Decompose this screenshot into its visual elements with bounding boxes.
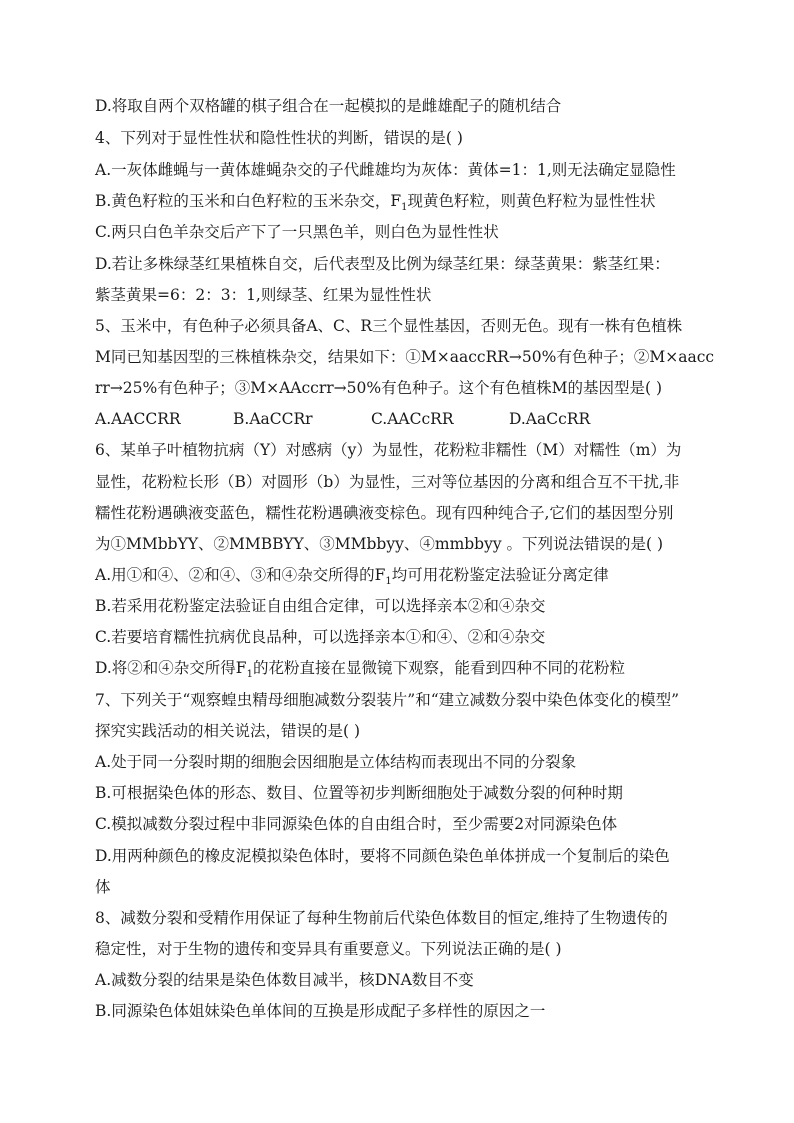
text-line: D.将取自两个双格罐的棋子组合在一起模拟的是雌雄配子的随机结合 [95, 97, 562, 115]
option-line: D.将②和④杂交所得$F_1$的花粉直接在显微镜下观察，能看到四种不同的花粉粒 [95, 659, 625, 681]
option-line: B.同源染色体姐妹染色单体间的互换是形成配子多样性的原因之一 [95, 1002, 546, 1020]
question-6-stem: 6、某单子叶植物抗病（Y）对感病（y）为显性，花粉粒非糯性（M）对糯性（m）为 [95, 441, 682, 459]
option-line: C.若要培育糯性抗病优良品种，可以选择亲本①和④、②和④杂交 [95, 628, 546, 646]
text-line: 稳定性，对于生物的遗传和变异具有重要意义。下列说法正确的是( ) [95, 940, 562, 958]
option-line: A.一灰体雌蝇与一黄体雄蝇杂交的子代雌雄均为灰体：黄体=1：1,则无法确定显隐性 [95, 161, 676, 179]
option-line: A.减数分裂的结果是染色体数目减半，核DNA数目不变 [95, 971, 474, 989]
text-line: 糯性花粉遇碘液变蓝色，糯性花粉遇碘液变棕色。现有四种纯合子,它们的基因型分别 [95, 504, 674, 522]
option-c: C.AACcRR [371, 410, 454, 428]
text-line: 为①MMbbYY、②MMBBYY、③MMbbyy、④mmbbyy 。下列说法错误的是( ) [95, 535, 664, 553]
question-8-stem: 8、减数分裂和受精作用保证了每种生物前后代染色体数目的恒定,维持了生物遗传的 [95, 909, 668, 927]
question-4-stem: 4、下列对于显性性状和隐性性状的判断，错误的是( ) [95, 129, 463, 147]
text-line: 探究实践活动的相关说法，错误的是( ) [95, 722, 361, 740]
question-7-stem: 7、下列关于“观察蝗虫精母细胞减数分裂装片”和“建立减数分裂中染色体变化的模型” [95, 691, 680, 709]
option-line: C.模拟减数分裂过程中非同源染色体的自由组合时，至少需要2对同源染色体 [95, 815, 618, 833]
text-line: M同已知基因型的三株植株杂交，结果如下：①M×aaccRR→50%有色种子；②M×aacc [95, 348, 715, 366]
option-line: A.用①和④、②和④、③和④杂交所得的$F_1$均可用花粉鉴定法验证分离定律 [95, 566, 609, 588]
question-5-stem: 5、玉米中，有色种子必须具备A、C、R三个显性基因，否则无色。现有一株有色植株 [95, 317, 683, 335]
option-line: B.若采用花粉鉴定法验证自由组合定律，可以选择亲本②和④杂交 [95, 597, 546, 615]
option-d: D.AaCcRR [509, 410, 591, 428]
option-line: D.若让多株绿茎红果植株自交，后代表型及比例为绿茎红果：绿茎黄果：紫茎红果： [95, 255, 670, 273]
text-line: 显性，花粉粒长形（B）对圆形（b）为显性，三对等位基因的分离和组合互不干扰,非 [95, 473, 680, 491]
option-a: A.AACCRR [95, 410, 181, 428]
option-line: A.处于同一分裂时期的细胞会因细胞是立体结构而表现出不同的分裂象 [95, 753, 577, 771]
option-b: B.AaCCRr [233, 410, 313, 428]
option-line: D.用两种颜色的橡皮泥模拟染色体时，要将不同颜色染色单体拼成一个复制后的染色 [95, 847, 670, 865]
text-line: 体 [95, 878, 111, 896]
option-line: C.两只白色羊杂交后产下了一只黑色羊，则白色为显性性状 [95, 223, 499, 241]
option-line: B.黄色籽粒的玉米和白色籽粒的玉米杂交，$F_1$现黄色籽粒，则黄色籽粒为显性性状 [95, 192, 656, 214]
text-line: rr→25%有色种子；③M×AAccrr→50%有色种子。这个有色植株M的基因型是( ) [95, 379, 663, 397]
text-line: 紫茎黄果=6：2：3：1,则绿茎、红果为显性性状 [95, 286, 432, 304]
option-line: B.可根据染色体的形态、数目、位置等初步判断细胞处于减数分裂的何种时期 [95, 784, 623, 802]
question-5-options [95, 409, 590, 429]
